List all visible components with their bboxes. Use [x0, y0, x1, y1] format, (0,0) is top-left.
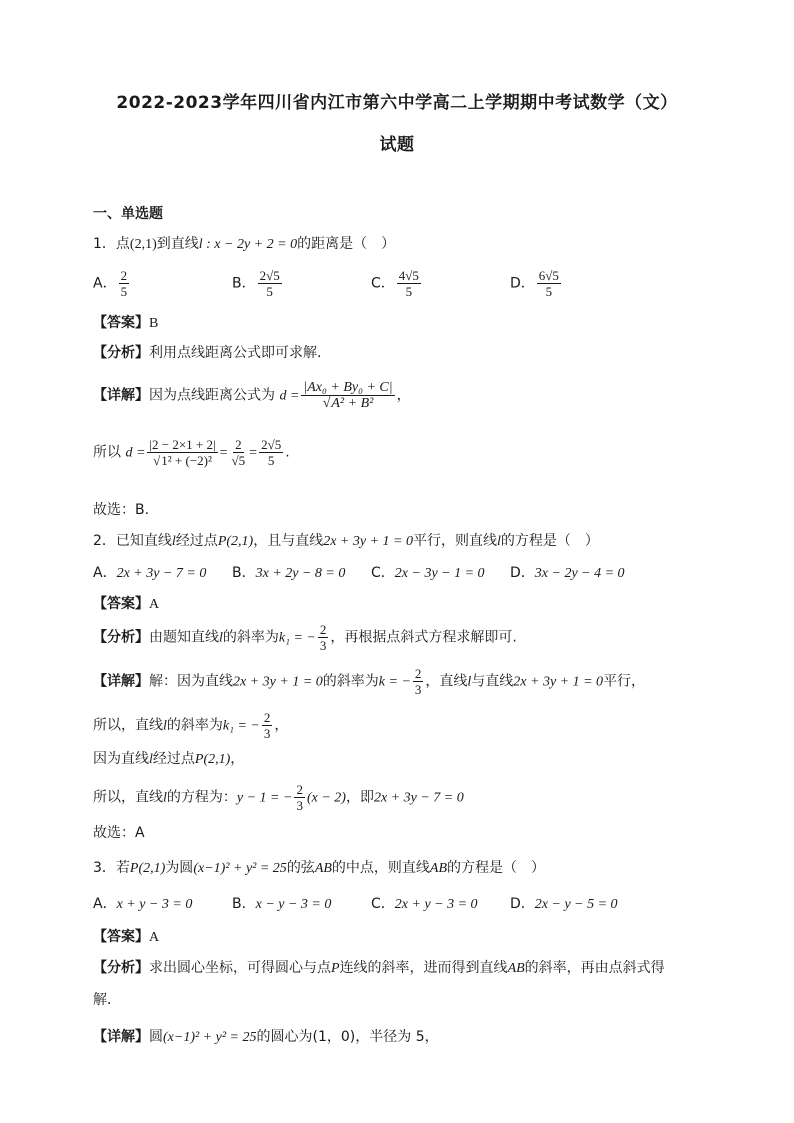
section-heading: 一、单选题 [93, 206, 163, 222]
q2-detail-line4: 所以，直线l的方程为：y − 1 = − $\frac{2}{3}$ (x − 2)，即2x + 3y − 7 = 0 [93, 782, 464, 813]
q2-answer: 【答案】A [93, 596, 160, 612]
q1-option-b: B． $\frac{2√5}{5}$ [232, 268, 280, 299]
q1-calculation: 所以 d = $\frac{|2 - 2\times 1 + 2|}{\text{√1² + (−2)²}}$ = $\frac{2}{√5}$ = $\frac{2√5}{5}$ . [93, 437, 290, 468]
q1-choose: 故选：B. [93, 502, 150, 518]
q2-option-a: A．2x + 3y − 7 = 0 [93, 565, 207, 581]
q1-detail: 【详解】因为点线距离公式为 d = $\frac{\text{|Ax₀ + By₀ + C|}}{\text{√A² + B²}}$ ， [93, 380, 411, 411]
q2-stem: 2．已知直线l经过点P(2,1)，且与直线2x + 3y + 1 = 0平行，则直线l的方程是（ ） [93, 533, 599, 549]
q2-detail-line1: 【详解】解：因为直线2x + 3y + 1 = 0的斜率为k = − $\frac{2}{3}$ ，直线l与直线2x + 3y + 1 = 0平行， [93, 666, 646, 697]
q1-stem: 1．点(2,1)到直线l : x − 2y + 2 = 0的距离是（ ） [93, 236, 396, 252]
q3-stem: 3．若P(2,1)为圆(x−1)² + y² = 25的弦AB的中点，则直线AB的方程是（ ） [93, 860, 546, 876]
q2-option-c: C．2x − 3y − 1 = 0 [371, 565, 485, 581]
q2-choose: 故选：A [93, 825, 145, 841]
q1-option-c: C． $\frac{4√5}{5}$ [371, 268, 419, 299]
doc-title-line1: 2022-2023学年四川省内江市第六中学高二上学期期中考试数学（文） [116, 93, 678, 113]
doc-title-line2: 试题 [379, 135, 415, 155]
q3-option-c: C．2x + y − 3 = 0 [371, 896, 478, 912]
q3-option-a: A．x + y − 3 = 0 [93, 896, 193, 912]
q2-analysis: 【分析】由题知直线l的斜率为k₁ = − $\frac{2}{3}$ ，再根据点斜式方程求解即可. [93, 622, 517, 653]
q3-option-b: B．x − y − 3 = 0 [232, 896, 332, 912]
q3-analysis-line1: 【分析】求出圆心坐标，可得圆心与点P连线的斜率，进而得到直线AB的斜率，再由点斜式得 [93, 960, 665, 976]
q1-analysis: 【分析】利用点线距离公式即可求解. [93, 345, 322, 361]
q1-answer: 【答案】B [93, 315, 159, 331]
q2-option-b: B．3x + 2y − 8 = 0 [232, 565, 346, 581]
q3-detail: 【详解】圆(x−1)² + y² = 25的圆心为(1，0)，半径为 5， [93, 1029, 439, 1045]
q2-detail-line2: 所以，直线l的斜率为k₁ = − $\frac{2}{3}$ ， [93, 710, 289, 741]
q3-analysis-line2: 解． [93, 992, 121, 1008]
q2-detail-line3: 因为直线l经过点P(2,1)， [93, 751, 245, 767]
q1-option-d: D． $\frac{6√5}{5}$ [510, 268, 559, 299]
q1-option-a: A． $\frac{2}{5}$ [93, 268, 128, 299]
q3-option-d: D．2x − y − 5 = 0 [510, 896, 618, 912]
q2-option-d: D．3x − 2y − 4 = 0 [510, 565, 625, 581]
q3-answer: 【答案】A [93, 929, 160, 945]
